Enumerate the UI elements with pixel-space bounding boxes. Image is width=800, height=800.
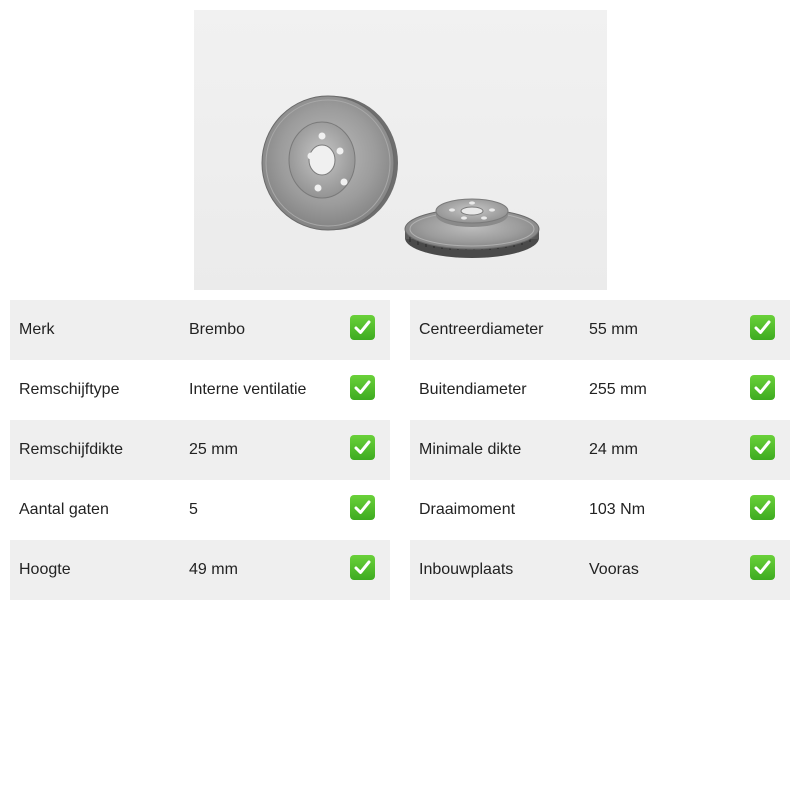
check-icon (750, 555, 775, 580)
spec-label: Buitendiameter (419, 381, 527, 398)
spec-row (410, 540, 790, 600)
check-icon (750, 315, 775, 340)
spec-label: Remschijftype (19, 381, 120, 398)
spec-label: Centreerdiameter (419, 321, 544, 338)
spec-row (410, 300, 790, 360)
spec-row (10, 480, 390, 540)
product-image (194, 10, 607, 290)
spec-value: 25 mm (189, 441, 238, 458)
spec-label: Remschijfdikte (19, 441, 124, 458)
spec-row (10, 420, 390, 480)
spec-label: Aantal gaten (19, 501, 109, 518)
spec-label: Minimale dikte (419, 441, 522, 458)
check-icon (350, 375, 375, 400)
spec-table-left (10, 300, 390, 600)
spec-value: 49 mm (189, 561, 238, 578)
spec-row (10, 540, 390, 600)
check-icon (350, 495, 375, 520)
spec-value: Brembo (189, 321, 246, 338)
brake-disc-illustration (194, 10, 607, 290)
spec-value: 55 mm (589, 321, 638, 338)
check-icon (750, 495, 775, 520)
spec-label: Merk (19, 321, 55, 338)
spec-value: 24 mm (589, 441, 638, 458)
spec-value: 103 Nm (589, 501, 646, 518)
spec-row (10, 300, 390, 360)
spec-row (10, 360, 390, 420)
check-icon (750, 375, 775, 400)
spec-table-right (410, 300, 790, 600)
check-icon (350, 315, 375, 340)
spec-label: Inbouwplaats (419, 561, 514, 578)
spec-value: Vooras (589, 561, 639, 578)
spec-label: Hoogte (19, 561, 71, 578)
check-icon (750, 435, 775, 460)
check-icon (350, 555, 375, 580)
spec-label: Draaimoment (419, 501, 516, 518)
check-icon (350, 435, 375, 460)
spec-value: 255 mm (589, 381, 647, 398)
spec-value: Interne ventilatie (189, 381, 307, 398)
spec-value: 5 (189, 501, 198, 518)
spec-row (410, 480, 790, 540)
spec-row (410, 420, 790, 480)
spec-row (410, 360, 790, 420)
